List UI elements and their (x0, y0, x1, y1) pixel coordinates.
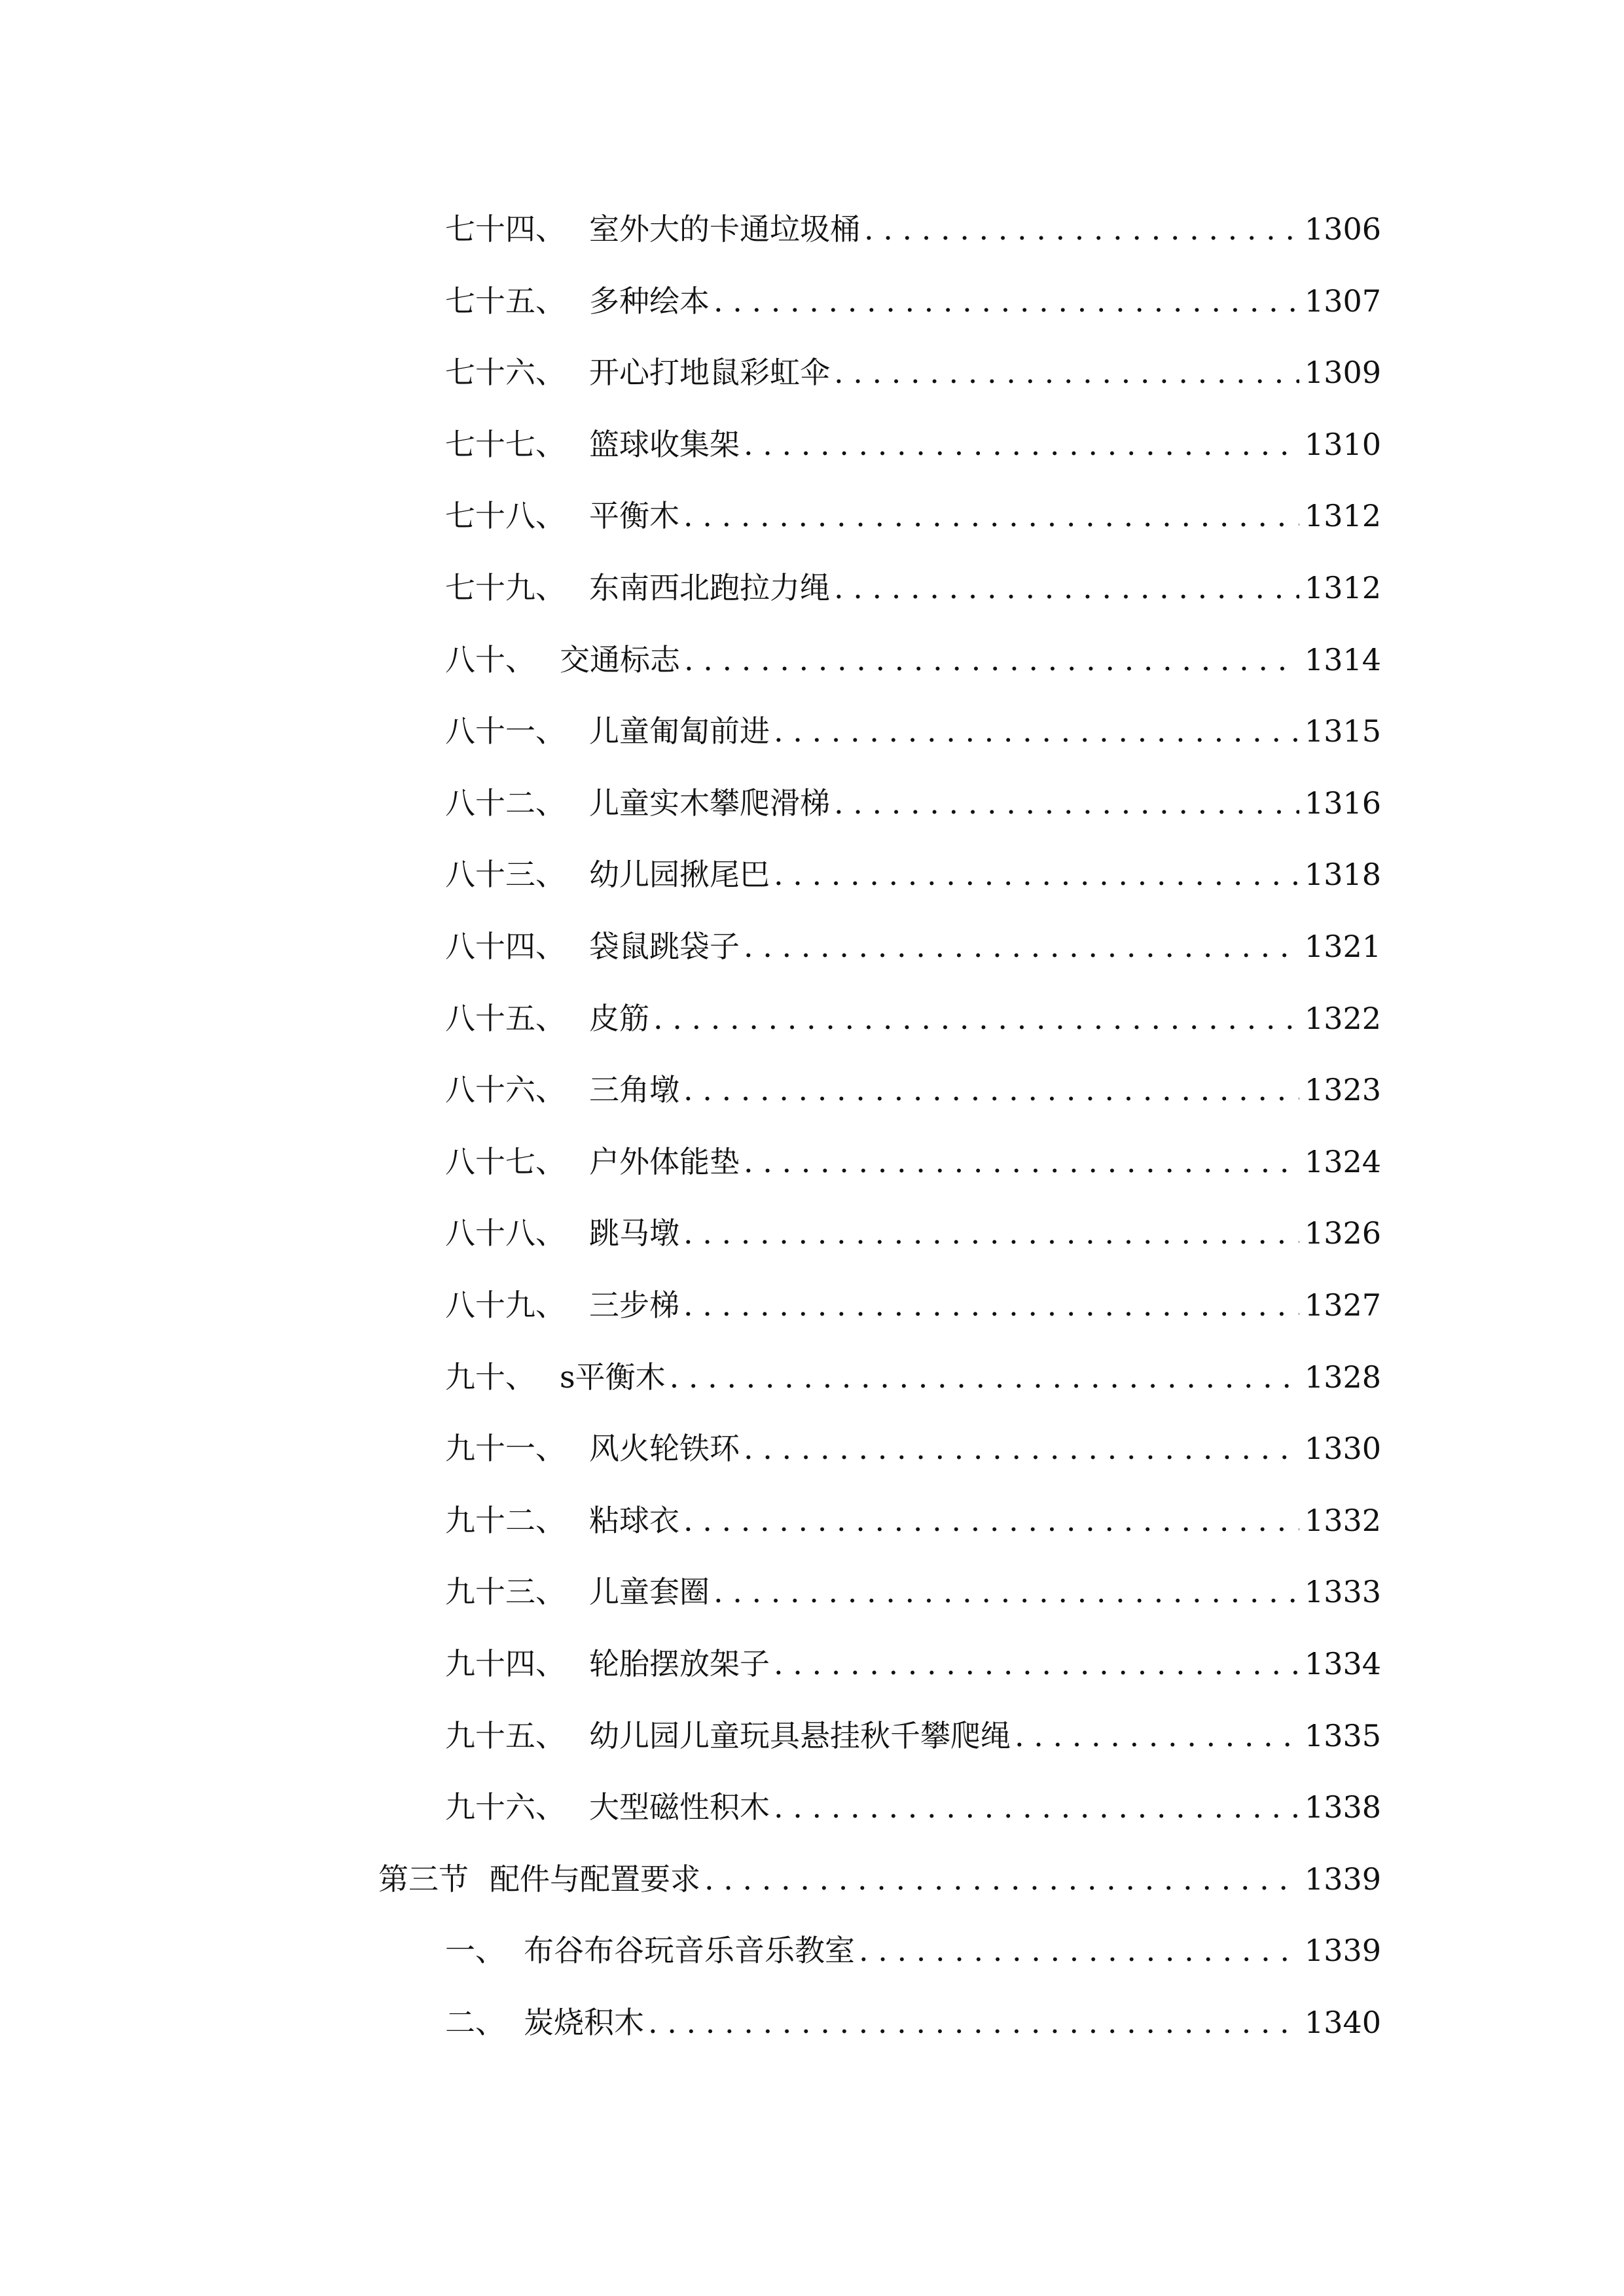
toc-entry[interactable] (445, 1207, 1381, 1259)
toc-entry-number: 一、 (445, 1933, 505, 1969)
dot-leader (683, 1064, 1299, 1116)
dot-leader (683, 1207, 1299, 1259)
toc-entry-number: 七十四、 (445, 211, 566, 247)
toc-entry[interactable] (445, 1422, 1381, 1475)
toc-entry-page-number: 1322 (1304, 1000, 1381, 1036)
toc-entry-page-number: 1314 (1304, 641, 1381, 677)
toc-entry-number: 九十一、 (445, 1431, 566, 1467)
toc-entry-number: 九十、 (445, 1359, 535, 1395)
toc-entry-number: 第三节 (378, 1861, 469, 1897)
toc-entry-number: 七十七、 (445, 426, 566, 462)
toc-entry-title: 儿童匍匐前进 (589, 713, 770, 749)
dot-leader (864, 203, 1299, 255)
dot-leader (1015, 1710, 1299, 1762)
toc-entry-title: 三步梯 (589, 1287, 679, 1323)
toc-entry[interactable] (445, 848, 1381, 901)
toc-entry-title: 儿童实木攀爬滑梯 (589, 785, 830, 821)
toc-entry-title: 平衡木 (589, 498, 679, 534)
toc-entry-number: 八十一、 (445, 713, 566, 749)
toc-entry[interactable] (445, 920, 1381, 973)
toc-entry-number: 七十八、 (445, 498, 566, 534)
toc-entry-page-number: 1328 (1304, 1359, 1381, 1395)
toc-entry[interactable] (445, 562, 1381, 614)
toc-entry-page-number: 1334 (1304, 1646, 1381, 1681)
toc-entry-page-number: 1323 (1304, 1072, 1381, 1108)
toc-entry-title: 粘球衣 (589, 1502, 679, 1538)
toc-entry-page-number: 1307 (1304, 283, 1381, 319)
dot-leader (684, 634, 1299, 686)
toc-entry-page-number: 1332 (1304, 1502, 1381, 1538)
toc-entry-page-number: 1340 (1304, 2005, 1381, 2040)
toc-entry-title: 三角墩 (589, 1072, 679, 1108)
toc-entry-number: 八十九、 (445, 1287, 566, 1323)
dot-leader (683, 1494, 1299, 1547)
dot-leader (648, 1996, 1299, 2049)
dot-leader (713, 1566, 1299, 1618)
toc-entry-number: 七十五、 (445, 283, 566, 319)
toc-entry[interactable] (445, 705, 1381, 757)
toc-entry[interactable] (445, 1710, 1381, 1762)
toc-entry-title: s平衡木 (560, 1359, 666, 1395)
toc-entry-page-number: 1326 (1304, 1215, 1381, 1251)
toc-entry-title: 室外大的卡通垃圾桶 (589, 211, 860, 247)
toc-entry-title: 户外体能垫 (589, 1143, 740, 1179)
toc-entry-title: 跳马墩 (589, 1215, 679, 1251)
dot-leader (859, 1924, 1299, 1977)
toc-entry-number: 九十三、 (445, 1574, 566, 1610)
toc-entry-number: 七十九、 (445, 570, 566, 605)
dot-leader (774, 1638, 1299, 1690)
toc-entry-page-number: 1321 (1304, 929, 1381, 964)
dot-leader (834, 346, 1299, 399)
toc-entry-title: 大型磁性积木 (589, 1789, 770, 1825)
toc-entry-title: 轮胎摆放架子 (589, 1646, 770, 1681)
toc-entry-title: 东南西北跑拉力绳 (589, 570, 830, 605)
toc-entry-title: 袋鼠跳袋子 (589, 929, 740, 964)
dot-leader (744, 1422, 1299, 1475)
toc-entry-number: 九十二、 (445, 1502, 566, 1538)
toc-entry-number: 八十、 (445, 641, 535, 677)
toc-entry[interactable] (445, 1064, 1381, 1116)
toc-entry-number: 九十四、 (445, 1646, 566, 1681)
toc-entry-page-number: 1315 (1304, 713, 1381, 749)
toc-entry-number: 八十八、 (445, 1215, 566, 1251)
toc-entry[interactable] (445, 1781, 1381, 1833)
dot-leader (774, 705, 1299, 757)
dot-leader (670, 1351, 1299, 1403)
toc-entry[interactable] (445, 634, 1381, 686)
toc-entry-title: 幼儿园儿童玩具悬挂秋千攀爬绳 (589, 1717, 1011, 1753)
dot-leader (683, 490, 1299, 542)
toc-entry[interactable] (445, 203, 1381, 255)
toc-entry[interactable] (445, 346, 1381, 399)
toc-entry-page-number: 1339 (1304, 1933, 1381, 1969)
toc-entry-page-number: 1333 (1304, 1574, 1381, 1610)
toc-entry[interactable] (445, 275, 1381, 327)
toc-entry[interactable] (445, 490, 1381, 542)
toc-entry[interactable] (445, 1924, 1381, 1977)
toc-entry-page-number: 1309 (1304, 355, 1381, 391)
dot-leader (744, 1136, 1299, 1188)
dot-leader (834, 562, 1299, 614)
dot-leader (774, 848, 1299, 901)
dot-leader (713, 275, 1299, 327)
toc-entry-page-number: 1310 (1304, 426, 1381, 462)
toc-entry[interactable] (445, 777, 1381, 829)
toc-entry-title: 儿童套圈 (589, 1574, 710, 1610)
toc-entry-number: 七十六、 (445, 355, 566, 391)
toc-entry[interactable] (445, 992, 1381, 1045)
dot-leader (704, 1853, 1299, 1905)
toc-entry-page-number: 1339 (1304, 1861, 1381, 1897)
toc-entry-title: 交通标志 (560, 641, 680, 677)
toc-entry-number: 八十三、 (445, 857, 566, 893)
toc-entry-title: 幼儿园揪尾巴 (589, 857, 770, 893)
dot-leader (774, 1781, 1299, 1833)
toc-entry-page-number: 1324 (1304, 1143, 1381, 1179)
toc-entry-page-number: 1312 (1304, 570, 1381, 605)
toc-entry-number: 二、 (445, 2005, 505, 2040)
toc-entry-page-number: 1312 (1304, 498, 1381, 534)
toc-entry-page-number: 1318 (1304, 857, 1381, 893)
dot-leader (683, 1279, 1299, 1331)
toc-entry-page-number: 1306 (1304, 211, 1381, 247)
toc-entry-title: 皮筋 (589, 1000, 649, 1036)
toc-entry-number: 九十六、 (445, 1789, 566, 1825)
toc-entry-page-number: 1316 (1304, 785, 1381, 821)
toc-section-entry[interactable] (378, 1853, 1381, 1905)
toc-entry-title: 炭烧积木 (524, 2005, 644, 2040)
dot-leader (834, 777, 1299, 829)
toc-entry[interactable] (445, 1638, 1381, 1690)
toc-entry[interactable] (445, 1494, 1381, 1547)
toc-entry-page-number: 1327 (1304, 1287, 1381, 1323)
toc-entry-number: 八十二、 (445, 785, 566, 821)
toc-entry-title: 多种绘本 (589, 283, 710, 319)
dot-leader (653, 992, 1299, 1045)
toc-entry[interactable] (445, 418, 1381, 471)
toc-entry-number: 八十七、 (445, 1143, 566, 1179)
toc-entry[interactable] (445, 1566, 1381, 1618)
toc-entry[interactable] (445, 1351, 1381, 1403)
toc-entry-title: 配件与配置要求 (490, 1861, 700, 1897)
toc-entry[interactable] (445, 1136, 1381, 1188)
toc-entry-page-number: 1338 (1304, 1789, 1381, 1825)
toc-entry-title: 篮球收集架 (589, 426, 740, 462)
toc-entry-title: 布谷布谷玩音乐音乐教室 (524, 1933, 855, 1969)
dot-leader (744, 418, 1299, 471)
toc-entry-title: 风火轮铁环 (589, 1431, 740, 1467)
toc-entry-number: 八十六、 (445, 1072, 566, 1108)
toc-entry-number: 八十四、 (445, 929, 566, 964)
toc-entry-number: 八十五、 (445, 1000, 566, 1036)
toc-entry-page-number: 1335 (1304, 1717, 1381, 1753)
toc-entry[interactable] (445, 1996, 1381, 2049)
toc-entry-number: 九十五、 (445, 1717, 566, 1753)
toc-entry-page-number: 1330 (1304, 1431, 1381, 1467)
dot-leader (744, 920, 1299, 973)
toc-entry[interactable] (445, 1279, 1381, 1331)
toc-entry-title: 开心打地鼠彩虹伞 (589, 355, 830, 391)
